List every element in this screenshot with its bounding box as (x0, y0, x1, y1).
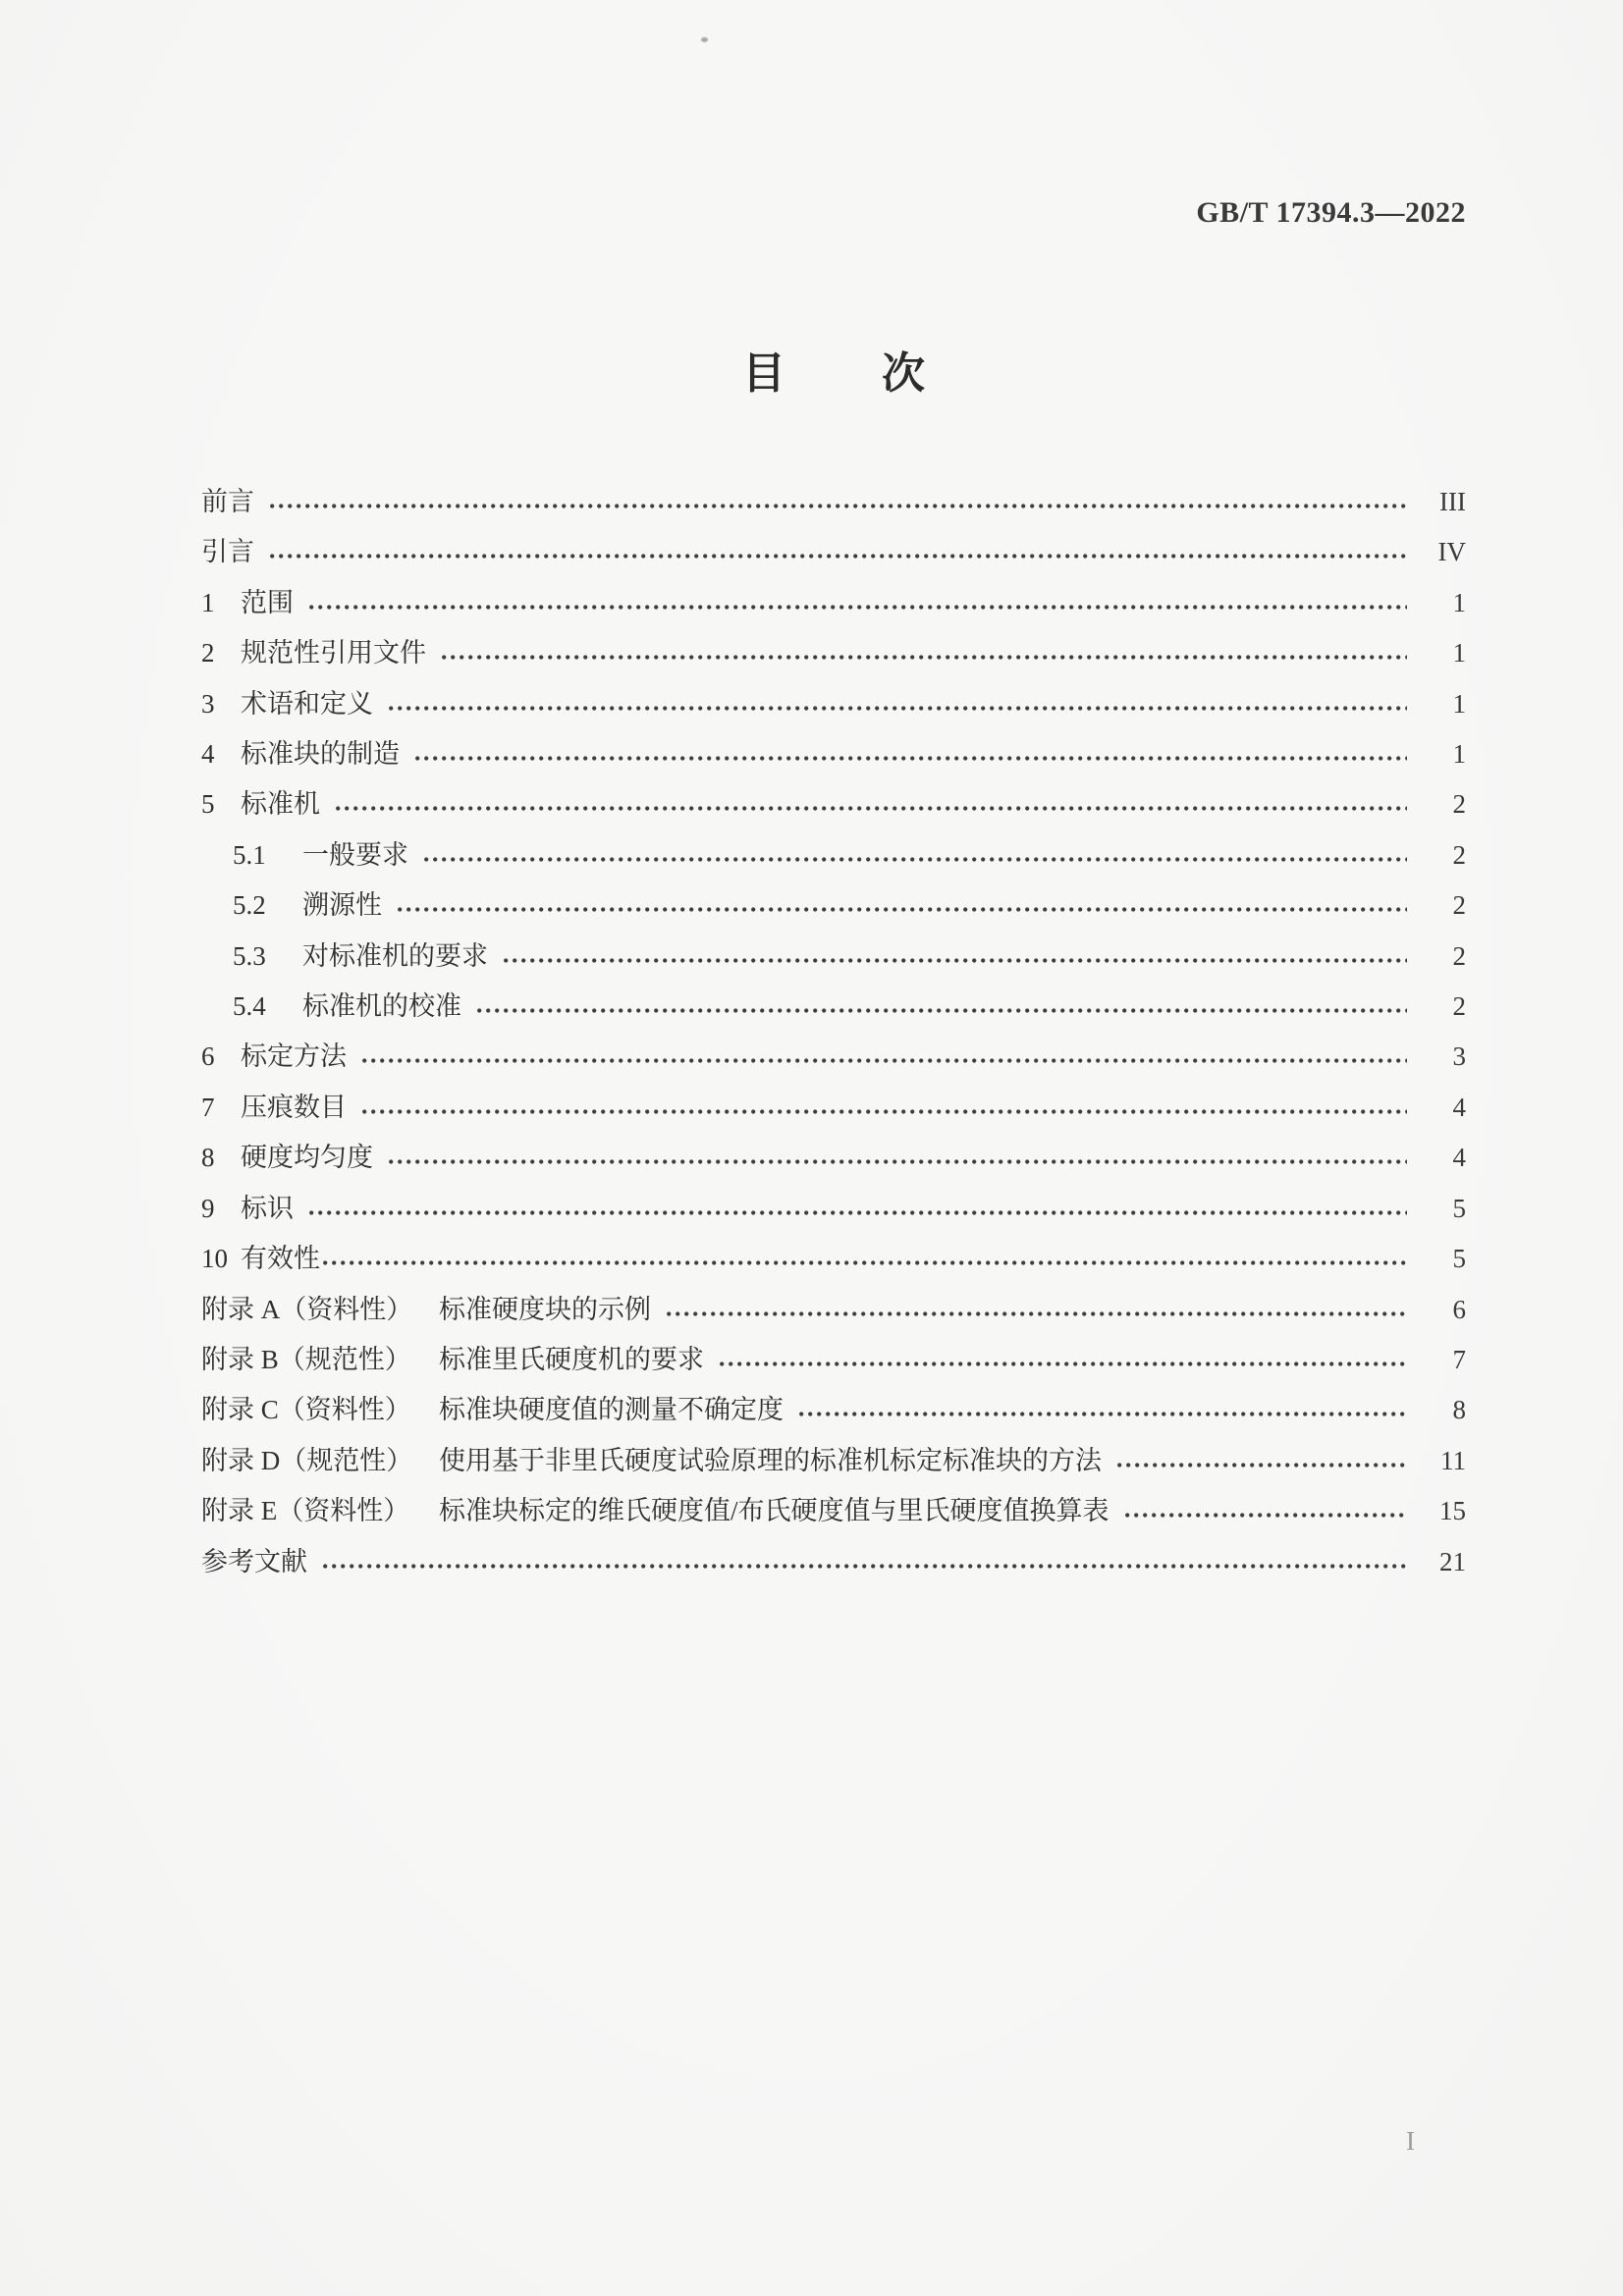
dot-leader (504, 956, 1407, 965)
toc-entry (201, 1537, 1466, 1587)
toc-entry-page-number: 1 (1452, 739, 1466, 770)
toc-entry (201, 1385, 1466, 1435)
dot-leader (424, 855, 1407, 864)
toc-entry-page-number: 2 (1452, 839, 1466, 870)
dot-leader (362, 1056, 1407, 1065)
toc-entry (201, 1335, 1466, 1385)
toc-entry-page-number: 1 (1452, 688, 1466, 719)
footer-page-number: I (1406, 2126, 1415, 2156)
toc-entry-page-number: 4 (1452, 1092, 1466, 1122)
page-title (201, 338, 1466, 400)
toc-entry-number: 5.4 (233, 991, 266, 1022)
toc-entry-title: 对标准机的要求 (302, 940, 488, 971)
toc-entry-title: 参考文献 (201, 1546, 307, 1576)
dot-leader (415, 754, 1407, 763)
toc-entry-title: 一般要求 (302, 839, 408, 870)
toc-entry (201, 779, 1466, 829)
toc-entry-title: 溯源性 (302, 890, 382, 921)
standard-number-header: GB/T 17394.3—2022 (1196, 196, 1466, 229)
toc-entry-title: 标准硬度块的示例 (439, 1294, 651, 1324)
toc-entry-page-number: 5 (1452, 1244, 1466, 1274)
toc-entry-title: 标准块硬度值的测量不确定度 (439, 1395, 784, 1425)
toc-entry-title: 有效性 (241, 1244, 320, 1274)
toc-entry-page-number: 5 (1452, 1193, 1466, 1223)
toc-entry-number: 9 (201, 1193, 215, 1223)
toc-entry (201, 1083, 1466, 1133)
dot-leader (336, 804, 1407, 813)
toc-entry-annex-label: 附录 C（资料性） (201, 1395, 411, 1425)
toc-entry (201, 1032, 1466, 1082)
dot-leader (270, 552, 1407, 561)
toc-entry (201, 628, 1466, 678)
toc-list (201, 477, 1466, 1587)
toc-entry (201, 982, 1466, 1032)
toc-entry-number: 3 (201, 688, 215, 719)
dot-leader (477, 1006, 1407, 1015)
toc-entry-page-number: 2 (1452, 991, 1466, 1022)
toc-entry-page-number: 2 (1452, 789, 1466, 820)
toc-entry-title: 范围 (241, 587, 294, 617)
toc-entry-page-number: 4 (1452, 1143, 1466, 1173)
toc-entry-title: 标准块标定的维氏硬度值/布氏硬度值与里氏硬度值换算表 (439, 1496, 1109, 1526)
toc-entry-number: 6 (201, 1041, 215, 1072)
dot-leader (323, 1258, 1407, 1267)
toc-entry-annex-label: 附录 B（规范性） (201, 1344, 411, 1374)
toc-entry-number: 5.2 (233, 890, 266, 921)
toc-entry (201, 1184, 1466, 1234)
dot-leader (389, 1157, 1407, 1166)
toc-entry-page-number: 15 (1439, 1496, 1466, 1526)
dot-leader (362, 1107, 1407, 1116)
toc-entry (201, 881, 1466, 931)
toc-entry-page-number: 11 (1440, 1445, 1466, 1475)
toc-entry-annex-label: 附录 D（规范性） (201, 1445, 413, 1475)
toc-entry (201, 477, 1466, 527)
dot-leader (1117, 1461, 1407, 1469)
toc-entry-page-number: 21 (1439, 1546, 1466, 1576)
toc-entry-page-number: 6 (1452, 1294, 1466, 1324)
toc-entry-title: 压痕数目 (241, 1092, 347, 1122)
toc-entry-title: 标准块的制造 (241, 739, 400, 770)
scan-artifact-dot (701, 37, 708, 42)
dot-leader (389, 704, 1407, 713)
dot-leader (309, 1208, 1407, 1217)
toc-entry-number: 10 (201, 1244, 228, 1274)
dot-leader (799, 1410, 1407, 1418)
toc-entry-title: 标定方法 (241, 1041, 347, 1072)
toc-entry (201, 1285, 1466, 1335)
toc-entry-number: 5.3 (233, 940, 266, 971)
toc-entry (201, 1133, 1466, 1183)
page-title-char-2: 次 (882, 349, 925, 398)
toc-entry-page-number: 3 (1452, 1041, 1466, 1072)
toc-entry-number: 5.1 (233, 839, 266, 870)
toc-entry-title: 前言 (201, 487, 254, 516)
dot-leader (442, 653, 1407, 662)
toc-entry-page-number: IV (1437, 537, 1466, 567)
toc-entry-number: 1 (201, 587, 215, 617)
toc-entry-title: 标识 (241, 1193, 294, 1223)
toc-entry (201, 578, 1466, 628)
toc-entry-title: 使用基于非里氏硬度试验原理的标准机标定标准块的方法 (439, 1445, 1102, 1475)
toc-entry-title: 标准机 (241, 789, 320, 820)
page-title-char-1: 目 (742, 349, 785, 398)
dot-leader (323, 1562, 1407, 1571)
toc-entry (201, 932, 1466, 982)
toc-entry-title: 引言 (201, 537, 254, 567)
toc-entry-annex-label: 附录 E（资料性） (201, 1496, 410, 1526)
toc-entry-title: 术语和定义 (241, 688, 373, 719)
toc-entry-title: 规范性引用文件 (241, 638, 426, 668)
toc-entry (201, 830, 1466, 881)
dot-leader (398, 905, 1407, 914)
toc-entry-number: 2 (201, 638, 215, 668)
toc-entry-annex-label: 附录 A（资料性） (201, 1294, 413, 1324)
toc-entry (201, 1436, 1466, 1486)
toc-entry-title: 硬度均匀度 (241, 1143, 373, 1173)
dot-leader (1125, 1511, 1407, 1520)
toc-entry-number: 7 (201, 1092, 215, 1122)
dot-leader (720, 1360, 1407, 1368)
dot-leader (667, 1309, 1407, 1318)
dot-leader (309, 603, 1407, 612)
dot-leader (270, 502, 1407, 510)
toc-entry-number: 4 (201, 739, 215, 770)
toc-entry-page-number: 1 (1452, 638, 1466, 668)
toc-entry-number: 8 (201, 1143, 215, 1173)
toc-entry-page-number: 7 (1452, 1344, 1466, 1374)
toc-entry (201, 1234, 1466, 1284)
toc-entry-page-number: 8 (1452, 1395, 1466, 1425)
toc-entry-title: 标准机的校准 (302, 991, 461, 1022)
toc-entry-page-number: 2 (1452, 890, 1466, 921)
toc-entry (201, 527, 1466, 577)
toc-entry (201, 679, 1466, 729)
toc-entry-page-number: 1 (1452, 587, 1466, 617)
toc-entry-title: 标准里氏硬度机的要求 (439, 1344, 704, 1374)
toc-entry-number: 5 (201, 789, 215, 820)
toc-entry (201, 729, 1466, 779)
toc-entry-page-number: 2 (1452, 940, 1466, 971)
toc-entry-page-number: III (1439, 487, 1466, 516)
toc-entry (201, 1486, 1466, 1536)
